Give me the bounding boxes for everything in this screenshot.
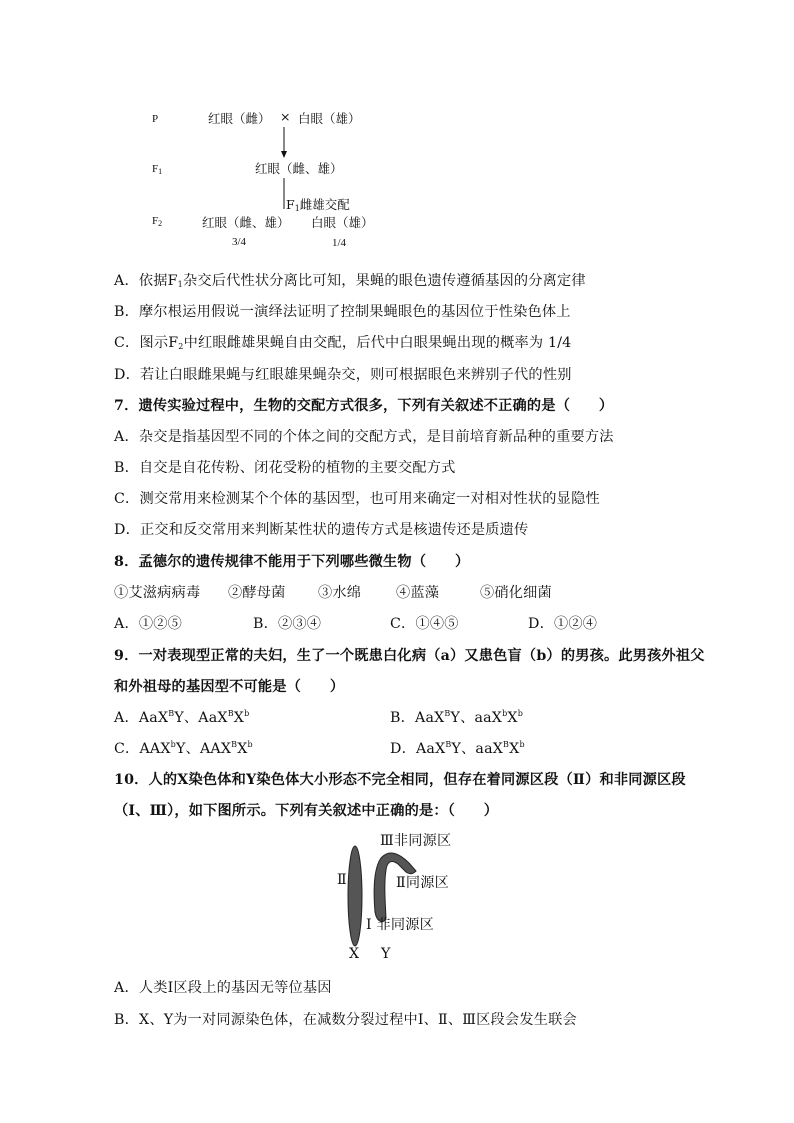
f1-intercross-text: 雌雄交配 [299,197,350,212]
region-i-label: Ⅰ 非同源区 [366,917,435,933]
f1-intercross-subscript: 1 [294,204,300,213]
q6-option-c-pre: C．图示F [114,335,179,351]
q7-option-a: A．杂交是指基因型不同的个体之间的交配方式，是目前培育新品种的重要方法 [114,429,614,445]
q9-stem-line2: 和外祖母的基因型不可能是（ ） [114,679,345,695]
q9-option-b-label: B． [390,710,416,726]
q7-option-d: D．正交和反交常用来判断某性状的遗传方式是核遗传还是质遗传 [114,522,529,538]
q9-option-c-label: C． [114,741,140,757]
region-ii-left-label: Ⅱ [337,872,347,888]
x-chromosome-label: X [349,946,360,962]
f2-label-letter: F [152,215,159,227]
q6-option-c-subscript: 2 [178,342,184,351]
f1-phenotype: 红眼（雌、雄） [255,161,343,176]
q9-option-d-label: D． [390,741,416,757]
f2-red-ratio: 3/4 [232,236,247,248]
f2-white-ratio: 1/4 [332,237,347,249]
q9-option-a: A．AaX$^B$Y、$AaX^BX^b$ [114,709,250,726]
q8-item-2: ②酵母菌 [228,585,286,601]
f1-label-letter: F [152,163,159,175]
f2-label-subscript: 2 [158,219,163,228]
q9-option-b: B．AaX$^B$Y、$aaX^bX^b$ [390,709,524,726]
q9-option-d: D．AaX$^B$Y、$aaX^BX^b$ [390,740,525,757]
q8-item-3: ③水绵 [318,585,362,601]
q8-item-1: ①艾滋病病毒 [114,585,201,601]
f1-label-subscript: 1 [158,167,163,176]
q6-option-a-pre: A．依据F [114,273,178,289]
q8-option-b: B．②③④ [253,616,322,632]
region-ii-right-label: Ⅱ同源区 [396,875,450,891]
q7-option-b: B．自交是自花传粉、闭花受粉的植物的主要交配方式 [114,460,456,476]
p-male-phenotype: 白眼（雄） [298,111,361,126]
p-female-phenotype: 红眼（雌） [208,111,271,126]
q6-option-d: D．若让白眼雌果蝇与红眼雄果蝇杂交，则可根据眼色来辨别子代的性别 [114,367,572,383]
q9-option-c: C．AAX$^b$Y、$AAX^BX^b$ [114,740,253,757]
q10-option-b: B．X、Y为一对同源染色体，在减数分裂过程中Ⅰ、Ⅱ、Ⅲ区段会发生联会 [114,1012,577,1028]
q6-option-b: B．摩尔根运用假说一演绎法证明了控制果蝇眼色的基因位于性染色体上 [114,304,571,320]
q8-option-d: D．①②④ [528,616,598,632]
q8-item-5: ⑤硝化细菌 [480,585,552,601]
q8-stem: 8．孟德尔的遗传规律不能用于下列哪些微生物（ ） [114,554,470,570]
f2-white-phenotype: 白眼（雄） [311,215,374,230]
p-generation-label: P [152,113,159,125]
q6-option-a-post: 杂交后代性状分离比可知，果蝇的眼色遗传遵循基因的分离定律 [182,273,586,289]
q8-item-4: ④蓝藻 [396,585,440,601]
q10-stem-line2: （Ⅰ、Ⅲ），如下图所示。下列有关叙述中正确的是：（ ） [114,803,499,819]
q9-stem-line1: 9．一对表现型正常的夫妇，生了一个既患白化病（a）又患色盲（b）的男孩。此男孩外祖父 [114,648,705,664]
q10-stem-line1: 10．人的X染色体和Y染色体大小形态不完全相同，但存在着同源区段（Ⅱ）和非同源区段 [114,772,686,788]
q6-option-a-subscript: 1 [177,280,183,289]
q7-stem: 7．遗传实验过程中，生物的交配方式很多，下列有关叙述不正确的是（ ） [114,398,614,414]
f1-intercross-letter: F [286,197,295,212]
f2-red-phenotype: 红眼（雌、雄） [202,215,290,230]
q8-option-a: A．①②⑤ [114,616,182,632]
x-chromosome-shape [348,846,362,946]
q9-option-a-label: A． [114,710,139,726]
q10-option-a: A．人类Ⅰ区段上的基因无等位基因 [114,980,332,996]
region-iii-label: Ⅲ非同源区 [380,833,452,849]
cross-symbol: × [280,109,291,124]
y-chromosome-label: Y [381,946,391,962]
q7-option-c: C．测交常用来检测某个个体的基因型，也可用来确定一对相对性状的显隐性 [114,491,600,507]
q6-option-c-post: 中红眼雌雄果蝇自由交配，后代中白眼果蝇出现的概率为 1/4 [183,335,572,351]
q8-option-c: C．①④⑤ [390,616,459,632]
